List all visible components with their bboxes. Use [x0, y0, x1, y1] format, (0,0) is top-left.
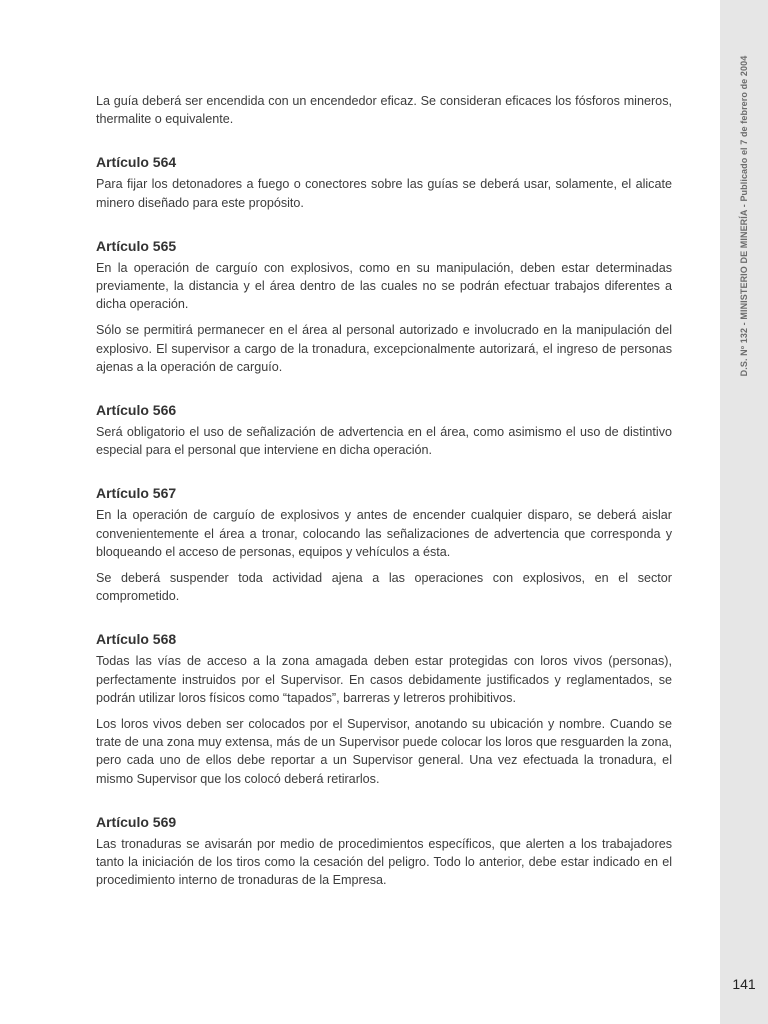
article-566: [96, 401, 672, 459]
article-title: Artículo 564: [96, 154, 177, 171]
page-number: 141: [732, 976, 756, 992]
article-paragraph: En la operación de carguío con explosivos, como en su manipulación, deben estar determinadas previamente, la distancia y el área dentro de las cuales no se podrán efectuar trabajos diferentes a dicha operación.: [96, 260, 672, 312]
article-paragraph: Será obligatorio el uso de señalización de advertencia en el área, como asimismo el uso de distintivo especial para el personal que interviene en dicha operación.: [96, 425, 672, 458]
article-title: Artículo 565: [96, 237, 177, 254]
side-margin-band: [720, 0, 768, 1024]
article-568: [96, 630, 672, 787]
article-569: [96, 813, 672, 890]
intro-paragraph: La guía deberá ser encendida con un encendedor eficaz. Se consideran eficaces los fósforos mineros, thermalite o equivalente.: [96, 94, 672, 127]
article-paragraph: Para fijar los detonadores a fuego o conectores sobre las guías se deberá usar, solamente, el alicate minero diseñado para este propósito.: [96, 177, 672, 210]
article-paragraph: Los loros vivos deben ser colocados por el Supervisor, anotando su ubicación y nombre. Cuando se trate de una zona muy extensa, más de un Supervisor puede colocar los loros que resguarden la zona, pero cada uno de ellos debe reportar a un Supervisor general. Una vez efectuada la tronadura, el mismo Supervisor que los colocó deberá retirarlos.: [96, 717, 672, 786]
article-paragraph: Se deberá suspender toda actividad ajena a las operaciones con explosivos, en el sector comprometido.: [96, 571, 672, 604]
article-paragraph: Todas las vías de acceso a la zona amagada deben estar protegidas con loros vivos (personas), perfectamente instruidos por el Supervisor. En casos debidamente justificados y reglamentados, se podrán utilizar loros físicos como “tapados”, barreras y letreros prohibitivos.: [96, 654, 672, 705]
article-567: [96, 484, 672, 605]
document-body: [96, 92, 672, 889]
article-paragraph: En la operación de carguío de explosivos y antes de encender cualquier disparo, se deberá aislar convenientemente el área a tronar, colocando las señalizaciones de advertencia que corresponda y bloqueando el acceso de personas, equipos y vehículos a ésta.: [96, 508, 672, 559]
article-paragraph: Las tronaduras se avisarán por medio de procedimientos específicos, que alerten a los trabajadores tanto la iniciación de los tiros como la cesación del peligro. Todo lo anterior, debe estar indicado en el procedimiento interno de tronaduras de la Empresa.: [96, 836, 672, 888]
article-title: Artículo 569: [96, 813, 177, 830]
publication-caption: D.S. Nº 132 - MINISTERIO DE MINERÍA - Publicado el 7 de febrero de 2004: [739, 55, 749, 377]
article-paragraph: Sólo se permitirá permanecer en el área al personal autorizado e involucrado en la manipulación del explosivo. El supervisor a cargo de la tronadura, excepcionalmente autorizará, el ingreso de personas ajenas a la operación de carguío.: [96, 323, 672, 374]
article-title: Artículo 567: [96, 485, 177, 502]
article-565: [96, 237, 672, 376]
article-title: Artículo 568: [96, 631, 177, 648]
article-title: Artículo 566: [96, 402, 177, 419]
article-564: [96, 153, 672, 211]
